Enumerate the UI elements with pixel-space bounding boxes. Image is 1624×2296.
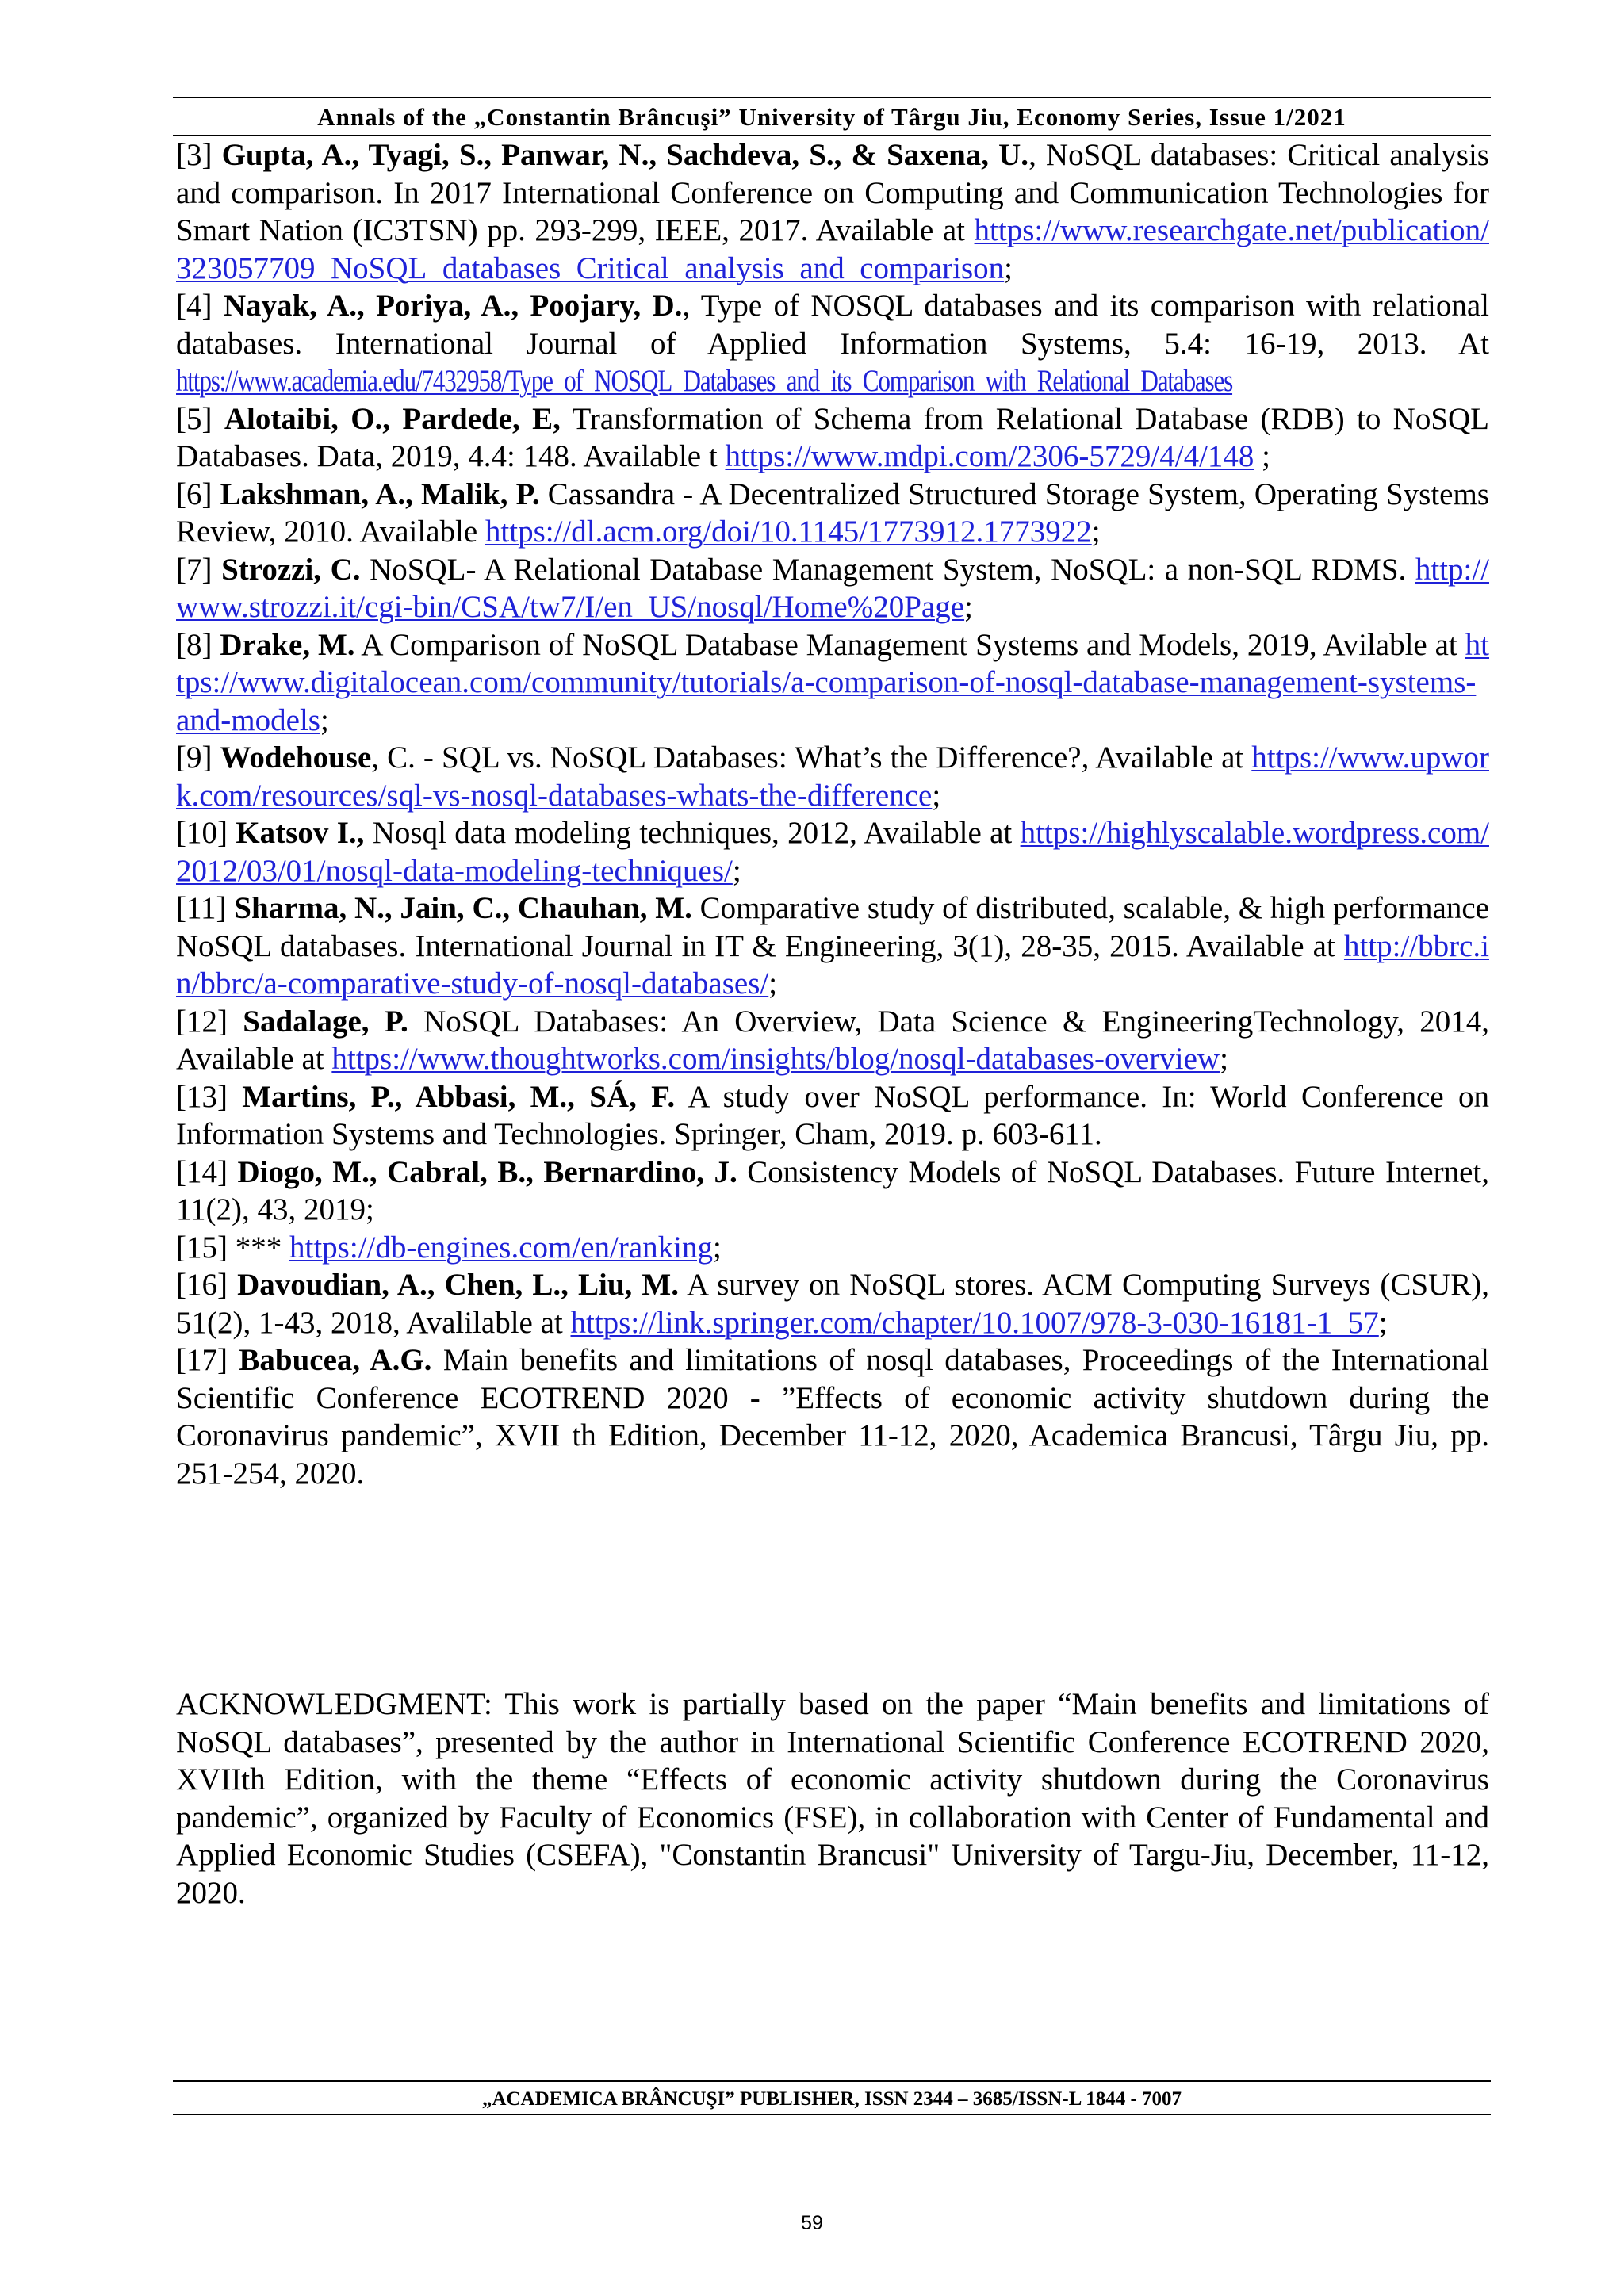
reference-item bbox=[176, 551, 1489, 626]
reference-number: [17] bbox=[176, 1343, 228, 1377]
reference-number: [15] bbox=[176, 1230, 228, 1265]
reference-number: [13] bbox=[176, 1079, 228, 1114]
reference-link[interactable]: https://www.academia.edu/7432958/Type_of_NOSQL_Databases_and_its_Comparison_with_Relational_Databases bbox=[176, 364, 1233, 398]
footer-top-rule bbox=[173, 2080, 1491, 2082]
running-header: Annals of the „Constantin Brâncuşi” University of Târgu Jiu, Economy Series, Issue 1/2021 bbox=[317, 103, 1346, 131]
reference-link[interactable]: https://www.thoughtworks.com/insights/blog/nosql-databases-overview bbox=[331, 1042, 1220, 1076]
reference-text: Consistency Models of NoSQL Databases. Future Internet, 11(2), 43, 2019; bbox=[176, 1154, 1490, 1226]
reference-text: Comparative study of distributed, scalable, & high performance NoSQL databases. International Journal in IT & Engineering, 3(1), 28-35, 2015. Available at bbox=[176, 891, 1489, 963]
reference-tail: ; bbox=[732, 853, 741, 888]
reference-number: [12] bbox=[176, 1004, 228, 1039]
reference-text: A study over NoSQL performance. In: World Conference on Information Systems and Technologies. Springer, Cham, 2019. p. 603-611. bbox=[176, 1079, 1489, 1151]
reference-text: Main benefits and limitations of nosql databases, Proceedings of the International Scientific Conference ECOTREND 2020 - ”Effects of economic activity shutdown during the Coronavirus pandemic”, XVII th Edition, December 11-12, 2020, Academica Brancusi, Târgu Jiu, pp. 251-254, 2020. bbox=[176, 1343, 1489, 1490]
reference-tail: ; bbox=[1004, 251, 1013, 285]
reference-text: NoSQL- A Relational Database Management System, NoSQL: a non-SQL RDMS. bbox=[360, 552, 1415, 587]
reference-number: [7] bbox=[176, 552, 213, 587]
reference-number: [5] bbox=[176, 401, 213, 436]
publisher-footer: „ACADEMICA BRÂNCUŞI” PUBLISHER, ISSN 2344 – 3685/ISSN-L 1844 - 7007 bbox=[481, 2088, 1182, 2110]
reference-item bbox=[176, 1341, 1489, 1492]
reference-item bbox=[176, 739, 1489, 814]
reference-item bbox=[176, 1229, 1489, 1267]
reference-number: [11] bbox=[176, 891, 227, 925]
reference-authors: Drake, M. bbox=[220, 627, 355, 662]
reference-item bbox=[176, 814, 1489, 890]
reference-item bbox=[176, 1003, 1489, 1078]
reference-authors: Wodehouse bbox=[220, 740, 372, 775]
reference-authors: Martins, P., Abbasi, M., SÁ, F. bbox=[242, 1079, 676, 1114]
reference-text: Cassandra - A Decentralized Structured Storage System, Operating Systems Review, 2010. Available bbox=[176, 476, 1489, 549]
reference-tail: ; bbox=[932, 778, 941, 813]
reference-text: Nosql data modeling techniques, 2012, Available at bbox=[364, 816, 1021, 850]
reference-authors: Babucea, A.G. bbox=[239, 1343, 432, 1377]
reference-item bbox=[176, 287, 1489, 400]
reference-tail: ; bbox=[964, 590, 973, 624]
reference-link[interactable]: https://www.upwork.com/resources/sql-vs-nosql-databases-whats-the-difference bbox=[176, 740, 1489, 813]
page-number: 59 bbox=[801, 2212, 823, 2234]
reference-authors: Strozzi, C. bbox=[221, 552, 361, 587]
reference-item bbox=[176, 1154, 1489, 1229]
reference-number: [14] bbox=[176, 1154, 228, 1189]
reference-link[interactable]: http://bbrc.in/bbrc/a-comparative-study-of-nosql-databases/ bbox=[176, 928, 1489, 1001]
reference-item bbox=[176, 1266, 1489, 1341]
reference-item bbox=[176, 626, 1489, 740]
reference-number: [10] bbox=[176, 816, 228, 850]
reference-link[interactable]: https://db-engines.com/en/ranking bbox=[289, 1230, 713, 1265]
reference-text: NoSQL Databases: An Overview, Data Science & EngineeringTechnology, 2014, Available at bbox=[176, 1004, 1489, 1076]
reference-link[interactable]: https://highlyscalable.wordpress.com/2012/03/01/nosql-data-modeling-techniques/ bbox=[176, 816, 1489, 888]
header-top-rule bbox=[173, 97, 1491, 98]
reference-text: A Comparison of NoSQL Database Management Systems and Models, 2019, Avilable at bbox=[354, 627, 1465, 662]
reference-item bbox=[176, 400, 1489, 476]
reference-text: *** bbox=[235, 1230, 289, 1265]
reference-tail: ; bbox=[712, 1230, 722, 1265]
reference-authors: Gupta, A., Tyagi, S., Panwar, N., Sachdeva, S., & Saxena, U. bbox=[221, 138, 1029, 172]
footer-bottom-rule bbox=[173, 2114, 1491, 2115]
acknowledgment: ACKNOWLEDGMENT: This work is partially based on the paper “Main benefits and limitations of NoSQL databases”, presented by the author in International Scientific Conference ECOTREND 2020, XVIIth Edition, with the theme “Effects of economic activity shutdown during the Coronavirus pandemic”, organized by Faculty of Economics (FSE), in collaboration with Center of Fundamental and Applied Economic Studies (CSEFA), "Constantin Brancusi" University of Targu-Jiu, December, 11-12, 2020. bbox=[176, 1687, 1489, 1910]
reference-text: , Type of NOSQL databases and its comparison with relational databases. International Journal of Applied Information Systems, 5.4: 16-19, 2013. At bbox=[176, 289, 1490, 361]
reference-authors: Katsov I., bbox=[236, 816, 365, 850]
reference-authors: Alotaibi, O., Pardede, E, bbox=[224, 401, 561, 436]
reference-tail: ; bbox=[1378, 1305, 1388, 1340]
reference-number: [3] bbox=[176, 138, 213, 172]
reference-tail: ; bbox=[1220, 1042, 1228, 1076]
reference-link[interactable]: https://dl.acm.org/doi/10.1145/1773912.1773922 bbox=[485, 515, 1092, 549]
reference-text: , NoSQL databases: Critical analysis and comparison. In 2017 International Conference on Computing and Communication Technologies for Smart Nation (IC3TSN) pp. 293-299, IEEE, 2017. Available at bbox=[176, 138, 1489, 247]
reference-link[interactable]: https://link.springer.com/chapter/10.1007/978-3-030-16181-1_57 bbox=[570, 1305, 1379, 1340]
reference-link[interactable]: https://www.researchgate.net/publication/323057709_NoSQL_databases_Critical_analysis_and_comparison bbox=[176, 213, 1489, 285]
reference-number: [16] bbox=[176, 1268, 228, 1302]
reference-authors: Diogo, M., Cabral, B., Bernardino, J. bbox=[237, 1154, 737, 1189]
reference-item bbox=[176, 890, 1489, 1003]
reference-number: [9] bbox=[176, 740, 213, 775]
reference-authors: Davoudian, A., Chen, L., Liu, M. bbox=[237, 1268, 679, 1302]
reference-tail: ; bbox=[1091, 515, 1101, 549]
reference-item bbox=[176, 136, 1489, 287]
reference-text: , C. - SQL vs. NoSQL Databases: What’s the Difference?, Available at bbox=[371, 740, 1252, 775]
reference-link[interactable]: https://www.digitalocean.com/community/tutorials/a-comparison-of-nosql-database-management-systems-and-models bbox=[176, 627, 1489, 737]
reference-link[interactable]: https://www.mdpi.com/2306-5729/4/4/148 bbox=[725, 439, 1254, 473]
reference-number: [4] bbox=[176, 289, 213, 323]
reference-text: A survey on NoSQL stores. ACM Computing Surveys (CSUR), 51(2), 1-43, 2018, Avalilable at bbox=[176, 1268, 1489, 1340]
reference-tail: ; bbox=[1254, 439, 1271, 473]
reference-link[interactable]: http://www.strozzi.it/cgi-bin/CSA/tw7/I/en_US/nosql/Home%20Page bbox=[176, 552, 1490, 624]
reference-number: [8] bbox=[176, 627, 213, 662]
reference-authors: Sadalage, P. bbox=[243, 1004, 408, 1039]
reference-list bbox=[176, 136, 1489, 1492]
reference-authors: Nayak, A., Poriya, A., Poojary, D. bbox=[223, 289, 683, 323]
reference-authors: Sharma, N., Jain, C., Chauhan, M. bbox=[234, 891, 692, 925]
reference-tail: ; bbox=[320, 702, 329, 737]
reference-tail: ; bbox=[768, 966, 778, 1001]
reference-item bbox=[176, 476, 1489, 551]
reference-number: [6] bbox=[176, 476, 213, 511]
reference-item bbox=[176, 1078, 1489, 1154]
reference-text: Transformation of Schema from Relational Database (RDB) to NoSQL Databases. Data, 2019, 4.4: 148. Available t bbox=[176, 401, 1489, 473]
reference-authors: Lakshman, A., Malik, P. bbox=[220, 476, 540, 511]
